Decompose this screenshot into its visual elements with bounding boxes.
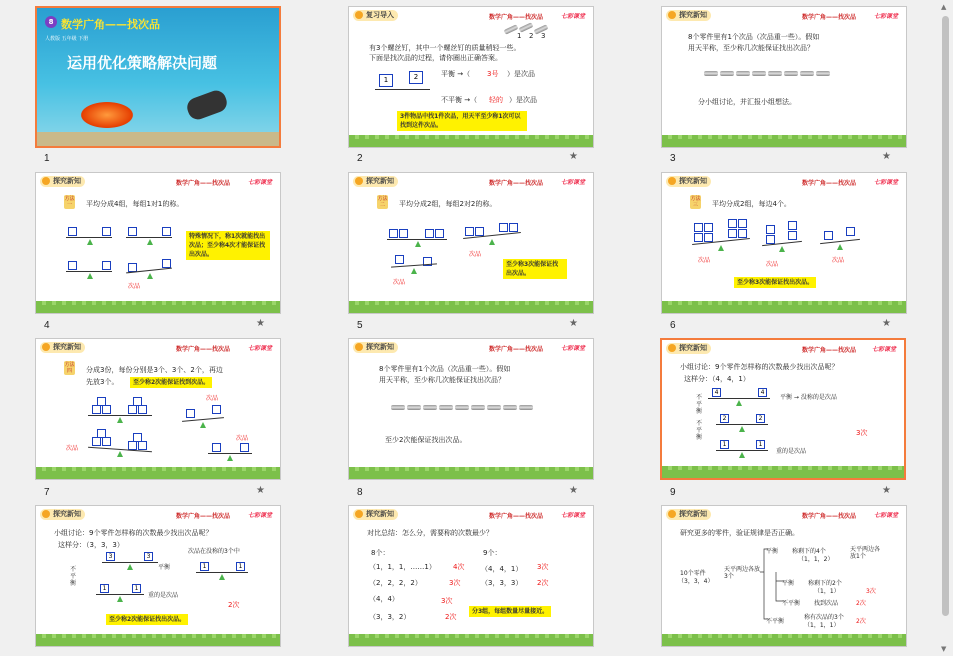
- scrollbar-thumb[interactable]: [942, 16, 949, 616]
- brand-logo: 七彩课堂: [247, 512, 272, 519]
- item-box: [102, 437, 111, 446]
- item-box: [728, 219, 737, 228]
- screw-icon: [784, 71, 798, 76]
- balance-beam: [196, 572, 248, 573]
- item-box: [425, 229, 434, 238]
- item-box: [128, 227, 137, 236]
- item-box: 1: [756, 440, 765, 449]
- option-8-4: （3，3，2）: [369, 613, 411, 621]
- text-line: 分小组讨论，并汇报小组想法。: [698, 98, 796, 106]
- item-box: [694, 223, 703, 232]
- text-line: 至少2次能保证找出次品。: [385, 436, 467, 444]
- balance-beam: [208, 453, 252, 454]
- section-tag: 探究新知: [353, 342, 398, 353]
- item-box: [68, 261, 77, 270]
- defect-label: 次品: [206, 395, 219, 402]
- start-label: 10个零件: [680, 570, 706, 577]
- text-line: 先放3个。: [86, 378, 119, 386]
- branch-action: 称剩下的2个: [808, 580, 842, 587]
- text-line: 平均分成4组，每组1对1的称。: [86, 200, 184, 208]
- brand-logo: 七彩课堂: [560, 345, 585, 352]
- item-box: [128, 405, 137, 414]
- text-line: 对比总结：怎么分，需要称的次数最少？: [367, 529, 493, 537]
- item-box: [240, 443, 249, 452]
- text-line: 分成3份，每份分别是3个、3个、2个，再边: [86, 366, 223, 374]
- star-icon[interactable]: ★: [256, 485, 265, 496]
- balance-beam: [66, 271, 112, 272]
- star-icon[interactable]: ★: [882, 318, 891, 329]
- fulcrum: [736, 400, 742, 406]
- screw-icon: [423, 405, 437, 410]
- lesson-number-badge: 8: [45, 16, 57, 28]
- item-box: [704, 233, 713, 242]
- header-subtitle: 数学广角——找次品: [489, 180, 544, 187]
- star-icon[interactable]: ★: [256, 318, 265, 329]
- text-line: 平均分成2组，每组2对2的称。: [399, 200, 497, 208]
- slide-thumbnail-6[interactable]: [661, 172, 907, 314]
- slide-thumbnail-8[interactable]: [348, 338, 594, 480]
- section-tag: 探究新知: [353, 509, 398, 520]
- slide-thumbnail-12[interactable]: [661, 505, 907, 647]
- screw-icon: [503, 405, 517, 410]
- step-label: 天平两边各放3个: [724, 566, 761, 580]
- item-box: [399, 229, 408, 238]
- item-box: [395, 255, 404, 264]
- item-box: [704, 223, 713, 232]
- item-box: [766, 225, 775, 234]
- item-box: [133, 433, 142, 442]
- item-box: [509, 223, 518, 232]
- defect-label: 次品: [469, 251, 482, 258]
- header-subtitle: 数学广角——找次品: [802, 180, 857, 187]
- item-box: [138, 405, 147, 414]
- section-tag: 复习导入: [353, 10, 398, 21]
- item-box: [128, 441, 137, 450]
- screw-icon: [391, 405, 405, 410]
- slide-thumbnail-11[interactable]: [348, 505, 594, 647]
- item-box: [97, 397, 106, 406]
- slide-thumbnail-1[interactable]: [35, 6, 281, 148]
- header-subtitle: 数学广角——找次品: [176, 346, 231, 353]
- item-box: 1: [379, 74, 393, 87]
- slide-number: 6: [670, 320, 676, 331]
- slide-thumbnail-4[interactable]: [35, 172, 281, 314]
- brand-logo: 七彩课堂: [560, 13, 585, 20]
- header-subtitle: 数学广角——找次品: [489, 14, 544, 21]
- fulcrum: [117, 596, 123, 602]
- item-box: [435, 229, 444, 238]
- item-box: [97, 429, 106, 438]
- slide-thumbnail-9[interactable]: [660, 338, 906, 480]
- branch-label: 平衡: [782, 580, 795, 587]
- unbalanced-label: 不平衡 →（: [441, 96, 478, 104]
- screw-icon: [752, 71, 766, 76]
- option-8-3-times: 3次: [441, 597, 453, 605]
- item-box: [389, 229, 398, 238]
- fulcrum: [779, 246, 785, 252]
- item-box: [133, 397, 142, 406]
- balance-beam: [716, 450, 768, 451]
- result-remaining: 次品在没称的3个中: [188, 548, 240, 555]
- fulcrum: [227, 455, 233, 461]
- item-box: 4: [712, 388, 721, 397]
- option-9-2-times: 2次: [537, 579, 549, 587]
- slide-footer: [662, 470, 904, 478]
- item-box: [92, 405, 101, 414]
- section-tag: 探究新知: [40, 509, 85, 520]
- text-line: 用天平称，至少称几次能保证找出次品？: [379, 376, 505, 384]
- summary-note: 3件物品中找1件次品，用天平至少称1次可以找到这件次品。: [397, 111, 527, 131]
- fulcrum: [117, 417, 123, 423]
- branch-action: 称剩下的4个: [792, 548, 826, 555]
- balance-beam: [387, 239, 447, 240]
- slide-footer: [36, 638, 280, 646]
- item-box: [138, 441, 147, 450]
- option-9-1-times: 3次: [537, 563, 549, 571]
- branch-label: 不平衡: [766, 618, 785, 625]
- times-label: 2次: [856, 618, 866, 625]
- method-badge: 方法二: [377, 196, 388, 208]
- item-box: 1: [200, 562, 209, 571]
- screw-icon: [704, 71, 718, 76]
- times-label: 2次: [856, 600, 866, 607]
- fulcrum: [127, 564, 133, 570]
- screw-icon: [768, 71, 782, 76]
- diver-image: [184, 88, 229, 122]
- section-tag: 探究新知: [666, 10, 711, 21]
- defect-label: 次品: [698, 257, 711, 264]
- balance-beam: [66, 237, 112, 238]
- text-line: 8个零件里有1个次品（次品重一些）。假如: [379, 365, 511, 373]
- option-8-2-times: 3次: [449, 579, 461, 587]
- balanced-label: 平衡: [158, 564, 171, 571]
- screw-label: 1: [517, 32, 522, 40]
- option-8-2: （2，2，2，2）: [369, 579, 422, 587]
- screw-icon: [439, 405, 453, 410]
- item-box: [824, 231, 833, 240]
- item-box: [212, 443, 221, 452]
- header-subtitle: 数学广角——找次品: [802, 14, 857, 21]
- star-icon[interactable]: ★: [882, 485, 891, 496]
- textbook-label: 人教版 五年级 下册: [45, 36, 89, 42]
- item-box: [102, 227, 111, 236]
- slide-number: 8: [357, 487, 363, 498]
- item-box: 2: [409, 71, 423, 84]
- item-box: 1: [720, 440, 729, 449]
- item-box: [766, 235, 775, 244]
- summary-note: 分3组，每组数量尽量接近。: [469, 606, 551, 617]
- item-box: 3: [106, 552, 115, 561]
- slide-thumbnail-5[interactable]: [348, 172, 594, 314]
- branch-label: 不平衡: [782, 600, 801, 607]
- slide-number: 3: [670, 153, 676, 164]
- item-box: [846, 227, 855, 236]
- item-box: [788, 221, 797, 230]
- slide-thumbnail-7[interactable]: [35, 338, 281, 480]
- slide-number: 7: [44, 487, 50, 498]
- result-balanced: 平衡 → 没称的是次品: [780, 394, 837, 401]
- section-tag: 探究新知: [666, 509, 711, 520]
- group-heading-9: 9个：: [483, 549, 502, 557]
- item-box: [499, 223, 508, 232]
- item-box: 3: [144, 552, 153, 561]
- screw-icon: [407, 405, 421, 410]
- balance-beam: [96, 594, 144, 595]
- split-plan: 这样分：（4，4，1）: [684, 375, 750, 383]
- text-line: 小组讨论：9个零件怎样称的次数最少找出次品呢？: [54, 529, 213, 537]
- text-line: 研究更多的零件，验证规律是否正确。: [680, 529, 799, 537]
- split-label: （3，3，4）: [678, 578, 714, 585]
- item-box: 4: [758, 388, 767, 397]
- summary-note: 特殊情况下，称1次就能找出次品；至少称4次才能保证找出次品。: [186, 231, 270, 260]
- fulcrum: [739, 426, 745, 432]
- split-plan: 这样分：（3，3，3）: [58, 541, 124, 549]
- fulcrum: [718, 245, 724, 251]
- scroll-down-icon[interactable]: ▼: [941, 645, 947, 653]
- item-box: [475, 227, 484, 236]
- balance-beam: [126, 237, 172, 238]
- slide-number: 1: [44, 153, 50, 164]
- fulcrum: [415, 241, 421, 247]
- section-tag: 探究新知: [666, 343, 711, 354]
- summary-note: 至少称2次能保证找到次品。: [130, 377, 212, 388]
- item-box: [162, 227, 171, 236]
- option-8-4-times: 2次: [445, 613, 457, 621]
- section-tag: 探究新知: [40, 342, 85, 353]
- section-tag: 探究新知: [40, 176, 85, 187]
- item-box: [92, 437, 101, 446]
- screw-icon: [816, 71, 830, 76]
- vertical-scrollbar[interactable]: [938, 0, 953, 656]
- branch-step: 天平两边各放1个: [850, 546, 881, 560]
- defect-label: 次品: [236, 435, 249, 442]
- slide-footer: [662, 139, 906, 147]
- item-box: 2: [756, 414, 765, 423]
- times-label: 3次: [856, 429, 868, 437]
- star-icon[interactable]: ★: [569, 485, 578, 496]
- fulcrum: [147, 273, 153, 279]
- scroll-up-icon[interactable]: ▲: [941, 3, 947, 11]
- screw-icon: [487, 405, 501, 410]
- slide-footer: [349, 305, 593, 313]
- group-heading-8: 8个：: [371, 549, 390, 557]
- text-line: 8个零件里有1个次品（次品重一些）。假如: [688, 33, 820, 41]
- star-icon[interactable]: ★: [882, 151, 891, 162]
- balance-beam: [708, 398, 770, 399]
- screw-icon: [800, 71, 814, 76]
- slide-number: 5: [357, 320, 363, 331]
- result-heavy: 重的是次品: [776, 448, 807, 455]
- brand-logo: 七彩课堂: [560, 179, 585, 186]
- item-box: [212, 405, 221, 414]
- fulcrum: [219, 574, 225, 580]
- slide-footer: [36, 471, 280, 479]
- option-9-1: （4，4，1）: [481, 565, 523, 573]
- text-line: 用天平称，至少称几次能保证找出次品？: [688, 44, 814, 52]
- slide-thumbnail-2[interactable]: [348, 6, 594, 148]
- slide-footer: [349, 638, 593, 646]
- fulcrum: [837, 244, 843, 250]
- text-line: 有3个螺丝钉，其中一个螺丝钉的质量稍轻一些。: [369, 44, 521, 52]
- option-8-1-times: 4次: [453, 563, 465, 571]
- fulcrum: [200, 422, 206, 428]
- item-box: [465, 227, 474, 236]
- branch-split: （1，1）: [814, 588, 840, 595]
- star-icon[interactable]: ★: [569, 318, 578, 329]
- defect-label: 次品: [766, 261, 779, 268]
- screw-icon: [736, 71, 750, 76]
- slide-number: 4: [44, 320, 50, 331]
- item-box: [186, 409, 195, 418]
- balanced-answer: 3号: [487, 70, 499, 78]
- item-box: [102, 261, 111, 270]
- method-badge: 方法四: [64, 362, 75, 374]
- defect-label: 次品: [393, 279, 406, 286]
- fulcrum: [147, 239, 153, 245]
- times-label: 2次: [228, 601, 240, 609]
- star-icon[interactable]: ★: [569, 151, 578, 162]
- text-line: 平均分成2组，每边4个。: [712, 200, 791, 208]
- item-box: [738, 219, 747, 228]
- header-subtitle: 数学广角——找次品: [176, 513, 231, 520]
- defect-label: 次品: [128, 283, 141, 290]
- balance-beam: [375, 89, 430, 90]
- item-box: [728, 229, 737, 238]
- item-box: [102, 405, 111, 414]
- slide-subtitle: 运用优化策略解决问题: [67, 54, 218, 72]
- balance-beam: [102, 562, 158, 563]
- balanced-end: ）是次品: [507, 70, 535, 78]
- fulcrum: [411, 268, 417, 274]
- item-box: 1: [132, 584, 141, 593]
- summary-note: 至少称2次能保证找出次品。: [106, 614, 188, 625]
- option-9-2: （3，3，3）: [481, 579, 523, 587]
- balance-beam: [716, 424, 768, 425]
- screw-icon: [519, 405, 533, 410]
- slide-number: 9: [670, 487, 676, 498]
- defect-label: 次品: [66, 445, 79, 452]
- header-subtitle: 数学广角——找次品: [489, 346, 544, 353]
- screw-icon: [455, 405, 469, 410]
- decision-tree-lines: [662, 506, 907, 647]
- brand-logo: 七彩课堂: [873, 13, 898, 20]
- item-box: 1: [100, 584, 109, 593]
- summary-note: 至少称3次能保证找出次品。: [503, 259, 567, 279]
- slide-footer: [662, 305, 906, 313]
- section-tag: 探究新知: [666, 176, 711, 187]
- slide-number: 2: [357, 153, 363, 164]
- balanced-label: 平衡 →（: [441, 70, 471, 78]
- slide-thumbnail-10[interactable]: [35, 505, 281, 647]
- branch-split: （1，1，2）: [798, 556, 834, 563]
- brand-logo: 七彩课堂: [560, 512, 585, 519]
- times-label: 3次: [866, 588, 876, 595]
- sea-floor: [37, 132, 279, 146]
- summary-note: 至少称3次能保证找出次品。: [734, 277, 816, 288]
- header-subtitle: 数学广角——找次品: [802, 513, 857, 520]
- item-box: [738, 229, 747, 238]
- slide-footer: [662, 638, 906, 646]
- branch-action: 找到次品: [814, 600, 839, 607]
- slide-footer: [36, 305, 280, 313]
- unbalanced-label: 不平衡: [70, 566, 77, 587]
- coral-image: [77, 100, 137, 130]
- brand-logo: 七彩课堂: [873, 512, 898, 519]
- method-badge: 方法三: [690, 196, 701, 208]
- header-subtitle: 数学广角——找次品: [176, 180, 231, 187]
- unbalanced-label: 不平衡: [696, 394, 703, 415]
- text-line: 小组讨论：9个零件怎样称的次数最少找出次品呢？: [680, 363, 839, 371]
- item-box: [694, 233, 703, 242]
- slide-title: 数学广角——找次品: [61, 18, 160, 31]
- screw-icon: [471, 405, 485, 410]
- unbalanced-end: ）是次品: [509, 96, 537, 104]
- fulcrum: [87, 239, 93, 245]
- brand-logo: 七彩课堂: [873, 179, 898, 186]
- header-subtitle: 数学广角——找次品: [489, 513, 544, 520]
- balance-beam: [88, 415, 152, 416]
- brand-logo: 七彩课堂: [871, 346, 896, 353]
- header-subtitle: 数学广角——找次品: [802, 347, 857, 354]
- fulcrum: [739, 452, 745, 458]
- option-8-3: （4，4）: [369, 595, 399, 603]
- slide-footer: [349, 139, 593, 147]
- screw-label: 3: [541, 32, 546, 40]
- section-tag: 探究新知: [353, 176, 398, 187]
- unbalanced-label: 不平衡: [696, 420, 703, 441]
- brand-logo: 七彩课堂: [247, 179, 272, 186]
- branch-label: 平衡: [766, 548, 779, 555]
- defect-label: 次品: [832, 257, 845, 264]
- item-box: 1: [236, 562, 245, 571]
- slide-footer: [349, 471, 593, 479]
- fulcrum: [87, 273, 93, 279]
- item-box: [162, 259, 171, 268]
- brand-logo: 七彩课堂: [247, 345, 272, 352]
- branch-action: 称有次品的3个: [804, 614, 844, 621]
- screw-icon: [720, 71, 734, 76]
- unbalanced-answer: 轻的: [489, 96, 503, 104]
- item-box: [68, 227, 77, 236]
- slide-thumbnail-3[interactable]: [661, 6, 907, 148]
- fulcrum: [117, 451, 123, 457]
- branch-split: （1，1，1）: [804, 622, 840, 629]
- item-box: [788, 231, 797, 240]
- item-box: 2: [720, 414, 729, 423]
- method-badge: 方法一: [64, 196, 75, 208]
- screw-label: 2: [529, 32, 534, 40]
- result-heavy: 重的是次品: [148, 592, 179, 599]
- option-8-1: （1，1，1，……1）: [369, 563, 436, 571]
- text-line: 下面是找次品的过程，请你圈出正确答案。: [369, 54, 502, 62]
- fulcrum: [489, 239, 495, 245]
